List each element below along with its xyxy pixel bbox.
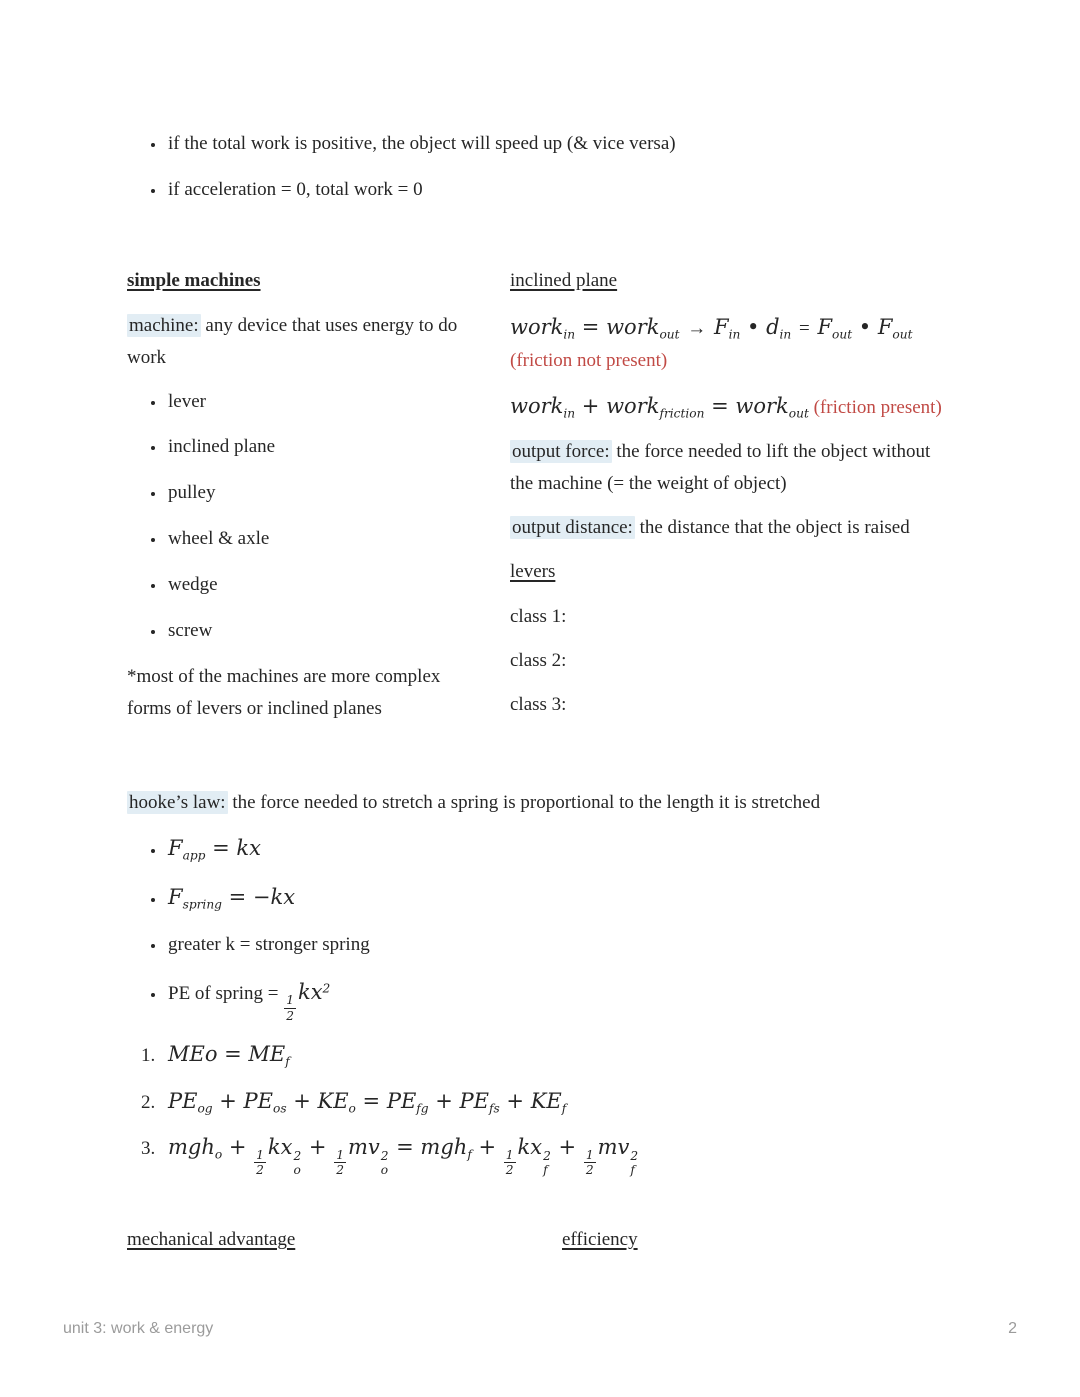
math-run: mgh$_o$ + $\frac{1}{2}$ kx 2 o + $\frac{1}{2}$ mv 2 o = mgh$_f$ + $\frac{1}{2}$ kx 2 f + $\frac{1}{2}$ mv 2 f [168, 1134, 639, 1178]
work-equation-friction [510, 389, 953, 424]
list-item [166, 975, 953, 1023]
energy-conservation-list [127, 1037, 953, 1178]
math-run: $PE_{og} + PE_{os} + KE_o = PE_{fg} + PE_{fs} + KE_f$ [168, 1088, 567, 1116]
work-summary-list [127, 128, 953, 206]
machines-columns [127, 265, 953, 737]
lever-class-item: class 3: [510, 693, 567, 715]
numbered-item [127, 1037, 953, 1072]
red-annotation: (friction not present) [510, 349, 668, 371]
hookes-law-definition [127, 787, 953, 819]
math-run: $F_{app}$ = kx [168, 835, 261, 863]
item-number: 1. [141, 1045, 156, 1067]
machines-note: *most of the machines are more complex forms of levers or inclined planes [127, 665, 441, 719]
lever-class-item: class 2: [510, 649, 567, 671]
list-item: • inclined plane [166, 431, 467, 463]
math-run: work$_{in}$ = work$_{out}$ [510, 314, 680, 342]
bottom-columns [127, 1224, 953, 1269]
efficiency-heading: efficiency [562, 1228, 638, 1250]
work-equation-no-friction [510, 310, 953, 377]
text-run: PE of spring = [168, 983, 284, 1005]
math-run: $F_{in}$ • $d_{in}$ [714, 314, 792, 342]
simple-machines-heading: simple machines [127, 269, 261, 291]
list-item: • pulley [166, 477, 467, 509]
page-content [127, 128, 953, 1269]
item-number: 2. [141, 1091, 156, 1113]
highlighted-term: output force: [512, 441, 610, 463]
page-footer [63, 1316, 1017, 1343]
list-item: • screw [166, 615, 467, 647]
definition-text: the force needed to stretch a spring is proportional to the length it is stretched [227, 791, 821, 813]
list-item [166, 929, 953, 961]
list-item: • if acceleration = 0, total work = 0 [166, 174, 953, 206]
definition-text: any device that uses energy to do work [127, 314, 458, 368]
lever-class-item: class 1: [510, 605, 567, 627]
math-run: $F_{spring} = -kx$ [168, 884, 296, 912]
machine-definition [127, 310, 467, 374]
list-item: • if the total work is positive, the object will speed up (& vice versa) [166, 128, 953, 160]
equation [168, 1084, 566, 1119]
numbered-item [127, 1130, 953, 1178]
mechanical-advantage-heading: mechanical advantage [127, 1228, 296, 1250]
footer-unit-label: unit 3: work & energy [63, 1320, 214, 1337]
equation [168, 1130, 639, 1178]
text-run: = [794, 317, 815, 339]
machines-list [127, 386, 467, 647]
list-item: • lever [166, 386, 467, 418]
page-number: 2 [1008, 1320, 1017, 1337]
levers-heading: levers [510, 560, 556, 582]
list-item [166, 880, 953, 915]
red-annotation: (friction present) [808, 396, 942, 418]
list-item: • wedge [166, 569, 467, 601]
hookes-law-section [127, 787, 953, 1178]
highlighted-term: output distance: [512, 516, 633, 538]
numbered-item [127, 1084, 953, 1119]
definition-text: the distance that the object is raised [634, 516, 910, 538]
output-distance-definition [510, 512, 953, 544]
list-item: • wheel & axle [166, 523, 467, 555]
definition-text: the force needed to lift the object without the machine (= the weight of object) [510, 441, 931, 495]
highlighted-term: machine: [129, 314, 199, 336]
math-run: MEo = $ME_f$ [168, 1042, 290, 1069]
item-number: 3. [141, 1137, 156, 1159]
highlighted-term: hooke’s law: [129, 791, 226, 813]
math-run: work$_{in}$ + work$_{friction}$ = work$_{out}$ [510, 393, 809, 421]
math-run: $\frac{1}{2}$ $kx^2$ [286, 980, 331, 1023]
list-item [166, 831, 953, 866]
inclined-plane-heading: inclined plane [510, 269, 618, 291]
equation [168, 1037, 290, 1072]
hooke-bullets [127, 831, 953, 1024]
output-force-definition [510, 436, 953, 500]
inclined-plane-column [510, 265, 953, 737]
simple-machines-column [127, 265, 510, 737]
text-run: greater k = stronger spring [168, 934, 370, 956]
math-run: $F_{out}$ • $F_{out}$ [817, 314, 913, 342]
text-run: → [682, 317, 712, 339]
